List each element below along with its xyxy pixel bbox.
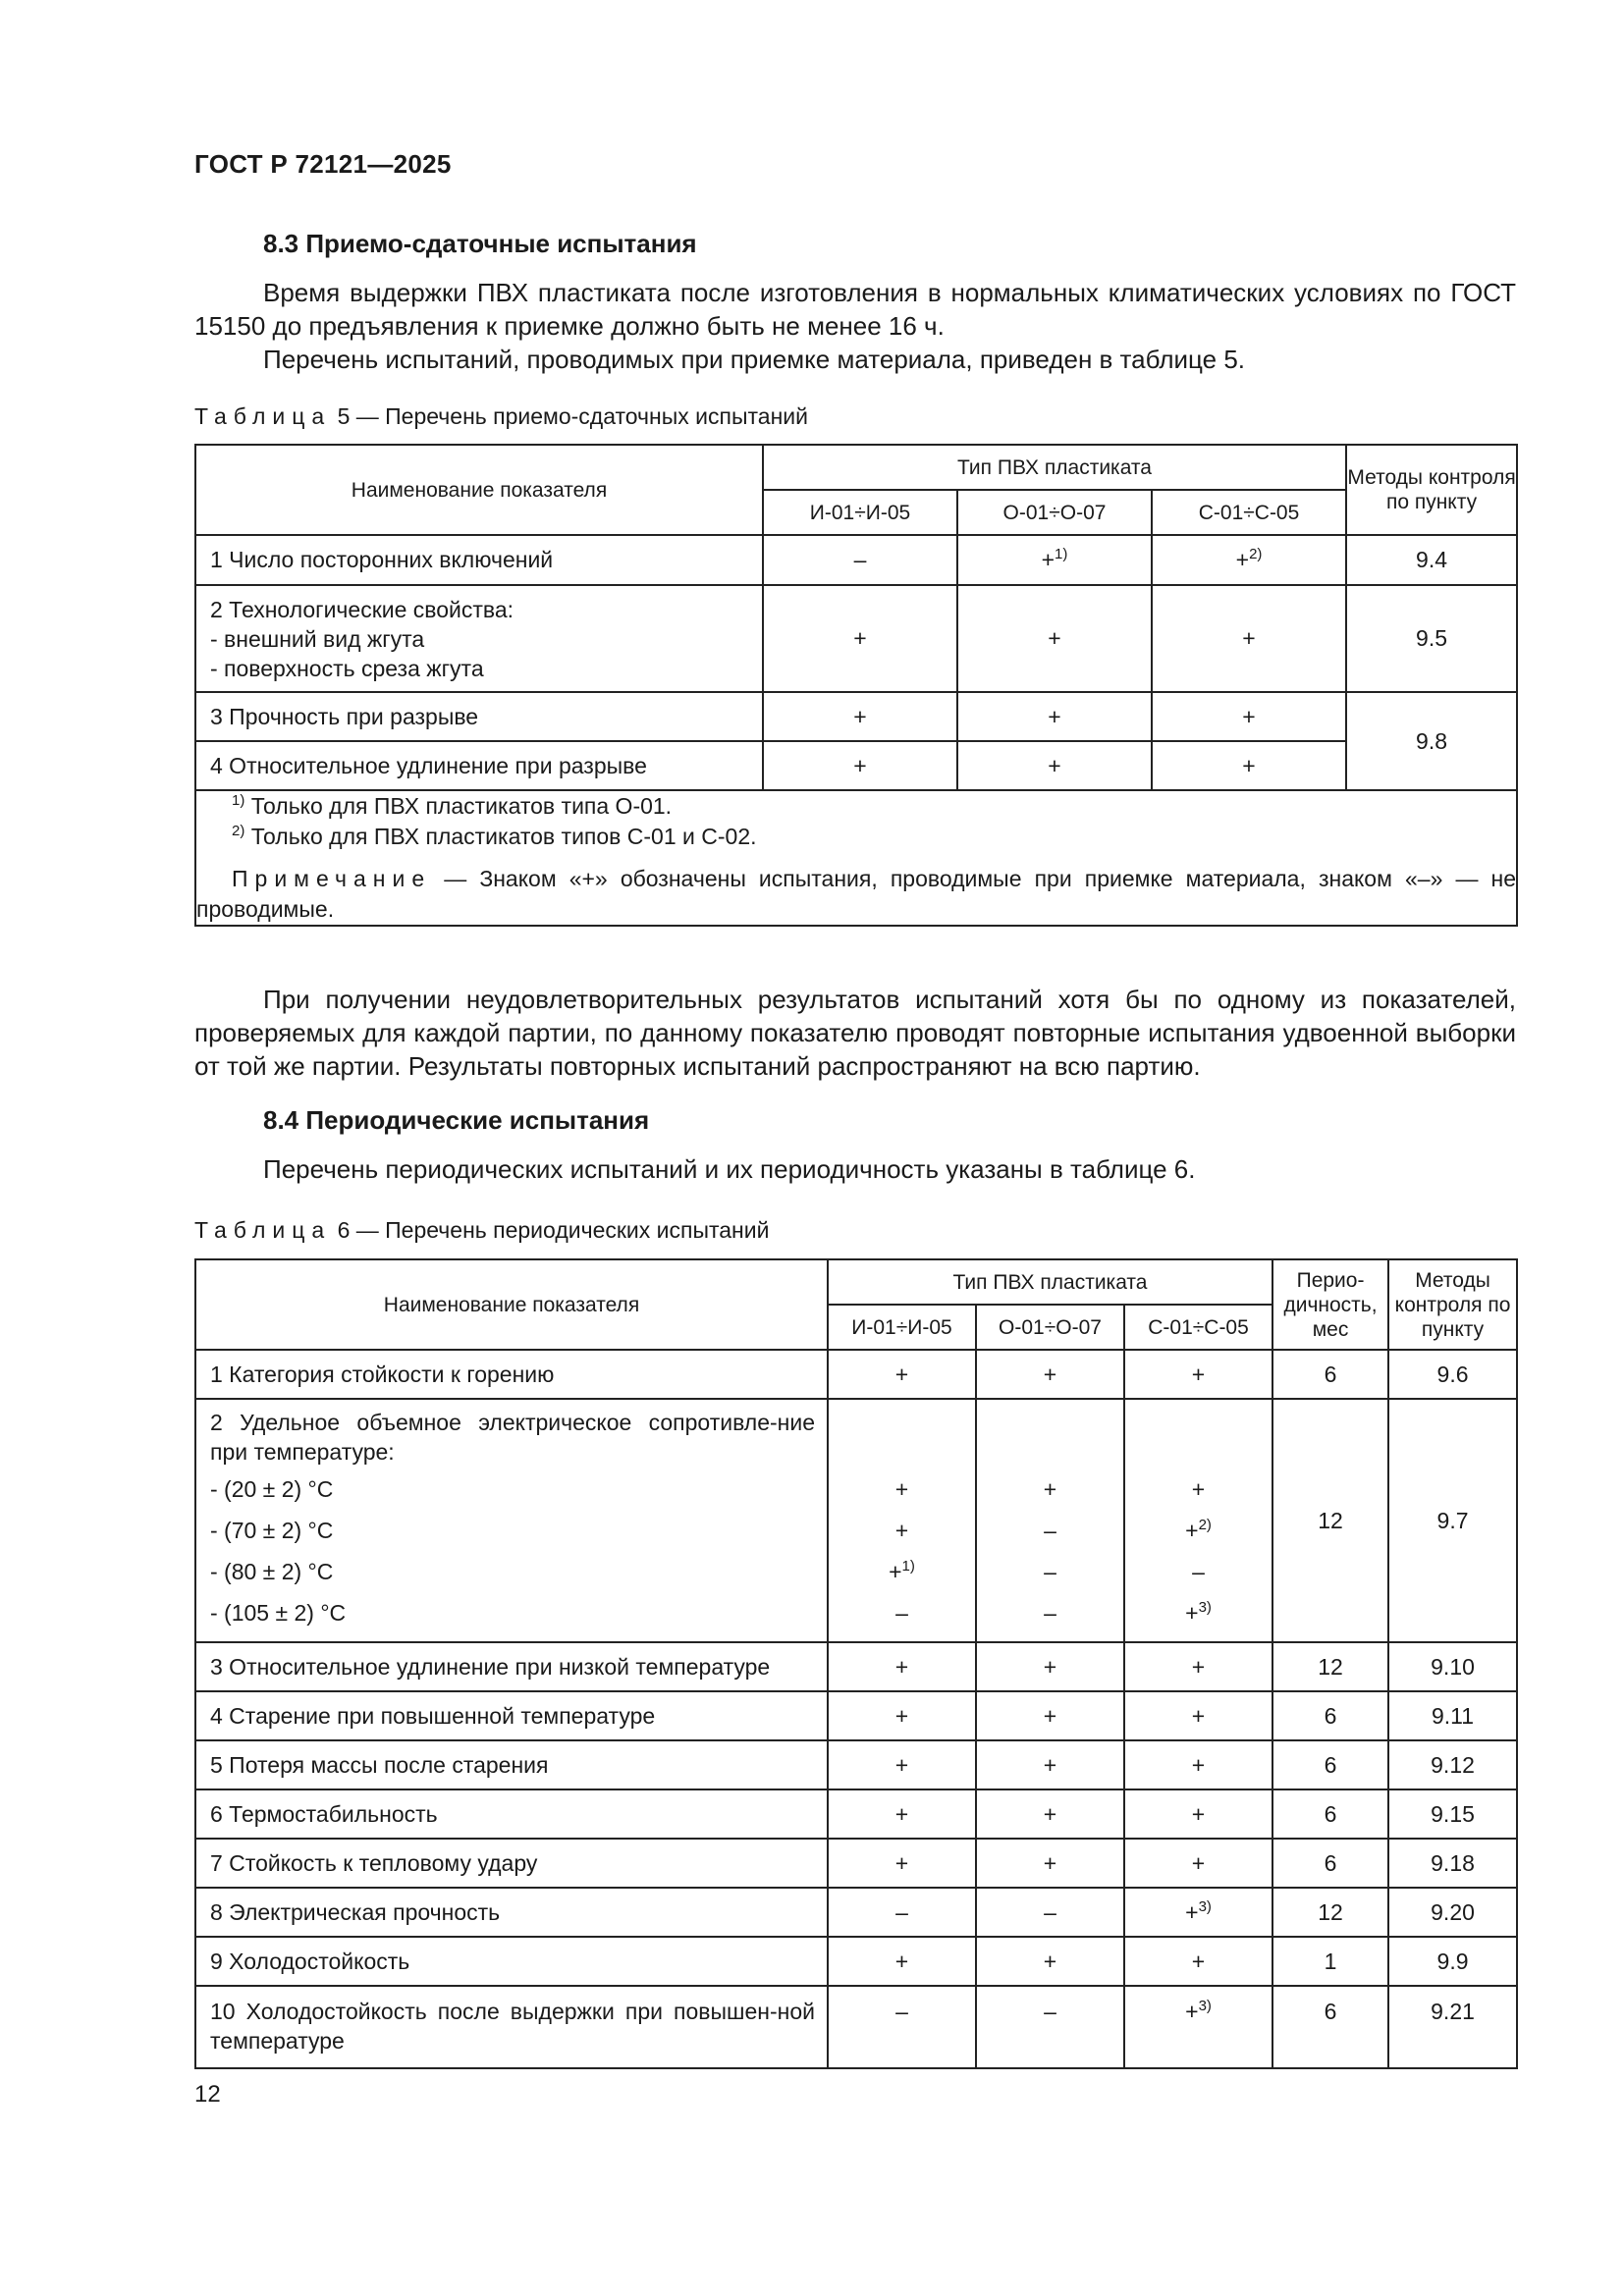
row-name: 3 Относительное удлинение при низкой температуре <box>195 1642 828 1691</box>
table6-row <box>195 1691 1517 1740</box>
table6-header-period: Перио-дичность, мес <box>1272 1259 1388 1350</box>
table6-header-type-group: Тип ПВХ пластиката <box>828 1259 1272 1305</box>
cell-period: 6 <box>1272 1350 1388 1399</box>
table5-row <box>195 692 1517 741</box>
temp-item: - (20 ± 2) °С <box>210 1476 334 1502</box>
cell-value: + <box>894 1476 909 1502</box>
footnote-text: Только для ПВХ пластикатов типа О-01. <box>250 793 673 819</box>
cell-type-1: + <box>828 1691 976 1740</box>
table6-row <box>195 1399 1517 1642</box>
temp-item: - (105 ± 2) °С <box>210 1600 347 1626</box>
section-8-4-paragraph: Перечень периодических испытаний и их периодичность указаны в таблице 6. <box>263 1154 1196 1184</box>
cell-type-3: + <box>1124 1937 1272 1986</box>
cell-type-1: – <box>828 1986 976 2068</box>
table5-caption-word: Таблица <box>194 403 332 429</box>
table6-header-name: Наименование показателя <box>195 1259 828 1350</box>
table6-caption-word: Таблица <box>194 1217 332 1243</box>
cell-period: 6 <box>1272 1740 1388 1789</box>
row-name: 1 Число посторонних включений <box>195 535 763 585</box>
cell-type-3: + <box>1124 1691 1272 1740</box>
cell-type-2 <box>957 535 1152 585</box>
cell-type-1 <box>828 1399 976 1642</box>
cell-period: 12 <box>1272 1888 1388 1937</box>
note-text: — Знаком «+» обозначены испытания, проводимые при приемке материала, знаком «–» — не проводимые. <box>196 866 1517 922</box>
cell-method: 9.15 <box>1388 1789 1517 1839</box>
section-8-4-title: 8.4 Периодические испытания <box>263 1105 650 1135</box>
footnote-ref: 1) <box>1055 546 1068 562</box>
table5 <box>194 444 1518 927</box>
footnote-mark: 1) <box>232 792 245 809</box>
table6-caption <box>194 1217 769 1244</box>
table5-footnote-2 <box>196 822 1516 852</box>
cell-value: + <box>1235 547 1250 572</box>
cell-type-3: + <box>1124 1839 1272 1888</box>
cell-method: 9.9 <box>1388 1937 1517 1986</box>
cell-period: 6 <box>1272 1691 1388 1740</box>
table5-row <box>195 585 1517 692</box>
table5-row <box>195 741 1517 790</box>
cell-value: – <box>1044 1518 1056 1543</box>
row-name-main: 2 Удельное объемное электрическое сопротивле-ние при температуре: <box>210 1410 815 1465</box>
cell-type-2: – <box>976 1986 1124 2068</box>
cell-period: 6 <box>1272 1986 1388 2068</box>
table5-header-type-3: С-01÷С-05 <box>1152 490 1346 535</box>
cell-type-2: + <box>976 1642 1124 1691</box>
table6-header-type-3: С-01÷С-05 <box>1124 1305 1272 1350</box>
section-8-3-paragraph-2: Перечень испытаний, проводимых при приемке материала, приведен в таблице 5. <box>263 345 1246 374</box>
table6-row <box>195 1350 1517 1399</box>
cell-type-2: – <box>976 1888 1124 1937</box>
footnote-mark: 2) <box>232 823 245 839</box>
row-name-sub: - поверхность среза жгута <box>210 655 484 681</box>
table5-row <box>195 535 1517 585</box>
cell-type-2: + <box>976 1937 1124 1986</box>
table5-header-type-2: О-01÷О-07 <box>957 490 1152 535</box>
table5-notes <box>195 790 1517 926</box>
cell-type-1: + <box>828 1839 976 1888</box>
table6 <box>194 1258 1518 2069</box>
cell-value: – <box>895 1600 908 1626</box>
cell-value: + <box>894 1518 909 1543</box>
cell-type-1: + <box>828 1937 976 1986</box>
table5-note <box>196 864 1516 925</box>
cell-type-3: + <box>1124 1350 1272 1399</box>
page-number: 12 <box>194 2081 221 2108</box>
cell-method: 9.18 <box>1388 1839 1517 1888</box>
paragraph-after-table5: При получении неудовлетворительных результатов испытаний хотя бы по одному из показателей, проверяемых для каждой партии, по данному показателю проводят повторные испытания удвоенной выборки от той же партии. Результаты повторных испытаний распространяют на всю партию. <box>194 985 1516 1081</box>
cell-type-2: + <box>976 1350 1124 1399</box>
cell-type-3: + <box>1124 1642 1272 1691</box>
cell-method: 9.8 <box>1346 692 1517 790</box>
document-header: ГОСТ Р 72121—2025 <box>194 149 452 179</box>
table5-footnote-1 <box>196 791 1516 822</box>
cell-period: 6 <box>1272 1789 1388 1839</box>
table5-caption <box>194 403 808 430</box>
temp-item: - (70 ± 2) °С <box>210 1518 334 1543</box>
cell-type-2: + <box>957 692 1152 741</box>
table6-row <box>195 1839 1517 1888</box>
table6-row <box>195 1888 1517 1937</box>
table6-row <box>195 1937 1517 1986</box>
cell-type-2: + <box>957 585 1152 692</box>
cell-method: 9.5 <box>1346 585 1517 692</box>
cell-value: – <box>1044 1559 1056 1584</box>
cell-type-2: + <box>976 1740 1124 1789</box>
table5-header-methods: Методы контроля по пункту <box>1346 445 1517 535</box>
cell-type-1: – <box>828 1888 976 1937</box>
cell-method: 9.21 <box>1388 1986 1517 2068</box>
cell-type-3: + <box>1124 1789 1272 1839</box>
row-name <box>195 1399 828 1642</box>
row-name: 9 Холодостойкость <box>195 1937 828 1986</box>
row-name-main: 2 Технологические свойства: <box>210 596 514 622</box>
row-name: 3 Прочность при разрыве <box>195 692 763 741</box>
cell-value: +$^{3)}$ <box>1185 1599 1212 1626</box>
cell-value: + <box>1041 547 1056 572</box>
table6-row <box>195 1740 1517 1789</box>
cell-type-3: + <box>1124 1740 1272 1789</box>
cell-value: – <box>1044 1600 1056 1626</box>
cell-type-3: + <box>1152 585 1346 692</box>
row-name-sub: - внешний вид жгута <box>210 625 425 652</box>
cell-method: 9.4 <box>1346 535 1517 585</box>
cell-method: 9.11 <box>1388 1691 1517 1740</box>
table5-notes-row <box>195 790 1517 926</box>
section-8-3-title: 8.3 Приемо-сдаточные испытания <box>263 229 697 258</box>
cell-method: 9.10 <box>1388 1642 1517 1691</box>
table6-row <box>195 1642 1517 1691</box>
table5-caption-text: 5 — Перечень приемо-сдаточных испытаний <box>337 403 808 429</box>
cell-type-3: +$^{3)}$ <box>1124 1888 1272 1937</box>
table6-header-type-2: О-01÷О-07 <box>976 1305 1124 1350</box>
row-name <box>195 585 763 692</box>
cell-type-2: + <box>976 1839 1124 1888</box>
cell-type-3: +$^{3)}$ <box>1124 1986 1272 2068</box>
cell-type-1: + <box>763 741 957 790</box>
row-name: 4 Относительное удлинение при разрыве <box>195 741 763 790</box>
cell-value: +$^{1)}$ <box>889 1558 915 1584</box>
row-name: 7 Стойкость к тепловому удару <box>195 1839 828 1888</box>
cell-type-3: + <box>1152 741 1346 790</box>
table5-header-type-group: Тип ПВХ пластиката <box>763 445 1346 490</box>
table5-header-type-1: И-01÷И-05 <box>763 490 957 535</box>
cell-type-1: + <box>828 1350 976 1399</box>
note-label: Примечание <box>232 866 432 891</box>
cell-type-3 <box>1124 1399 1272 1642</box>
cell-method: 9.12 <box>1388 1740 1517 1789</box>
row-name: 4 Старение при повышенной температуре <box>195 1691 828 1740</box>
cell-period: 1 <box>1272 1937 1388 1986</box>
section-8-3-paragraph-1: Время выдержки ПВХ пластиката после изготовления в нормальных климатических условиях по ГОСТ 15150 до предъявления к приемке должно быть не менее 16 ч. <box>194 278 1516 341</box>
temp-item: - (80 ± 2) °С <box>210 1559 334 1584</box>
cell-type-3: + <box>1152 692 1346 741</box>
cell-method: 9.6 <box>1388 1350 1517 1399</box>
cell-type-1: + <box>828 1789 976 1839</box>
cell-value: – <box>1192 1559 1205 1584</box>
cell-value: +$^{2)}$ <box>1185 1517 1212 1543</box>
cell-type-2: + <box>976 1691 1124 1740</box>
cell-period: 12 <box>1272 1399 1388 1642</box>
cell-period: 6 <box>1272 1839 1388 1888</box>
table5-header-name: Наименование показателя <box>195 445 763 535</box>
cell-value: + <box>1043 1476 1057 1502</box>
row-name: 8 Электрическая прочность <box>195 1888 828 1937</box>
cell-type-2: + <box>976 1789 1124 1839</box>
cell-type-2 <box>976 1399 1124 1642</box>
row-name: 1 Категория стойкости к горению <box>195 1350 828 1399</box>
table6-caption-text: 6 — Перечень периодических испытаний <box>337 1217 770 1243</box>
cell-type-1: + <box>763 692 957 741</box>
cell-method: 9.20 <box>1388 1888 1517 1937</box>
cell-type-2: + <box>957 741 1152 790</box>
table6-header-type-1: И-01÷И-05 <box>828 1305 976 1350</box>
row-name: 10 Холодостойкость после выдержки при повышен-ной температуре <box>195 1986 828 2068</box>
row-name: 5 Потеря массы после старения <box>195 1740 828 1789</box>
footnote-text: Только для ПВХ пластикатов типов С-01 и С-02. <box>250 824 757 849</box>
cell-type-1: + <box>763 585 957 692</box>
cell-method: 9.7 <box>1388 1399 1517 1642</box>
table6-row <box>195 1986 1517 2068</box>
cell-type-3 <box>1152 535 1346 585</box>
row-name: 6 Термостабильность <box>195 1789 828 1839</box>
row-temps <box>210 1468 815 1633</box>
footnote-ref: 2) <box>1249 546 1263 562</box>
cell-type-1: + <box>828 1740 976 1789</box>
cell-value: + <box>1191 1476 1206 1502</box>
cell-period: 12 <box>1272 1642 1388 1691</box>
cell-type-1: + <box>828 1642 976 1691</box>
cell-type-1: – <box>763 535 957 585</box>
table6-row <box>195 1789 1517 1839</box>
table6-header-methods: Методы контроля по пункту <box>1388 1259 1517 1350</box>
